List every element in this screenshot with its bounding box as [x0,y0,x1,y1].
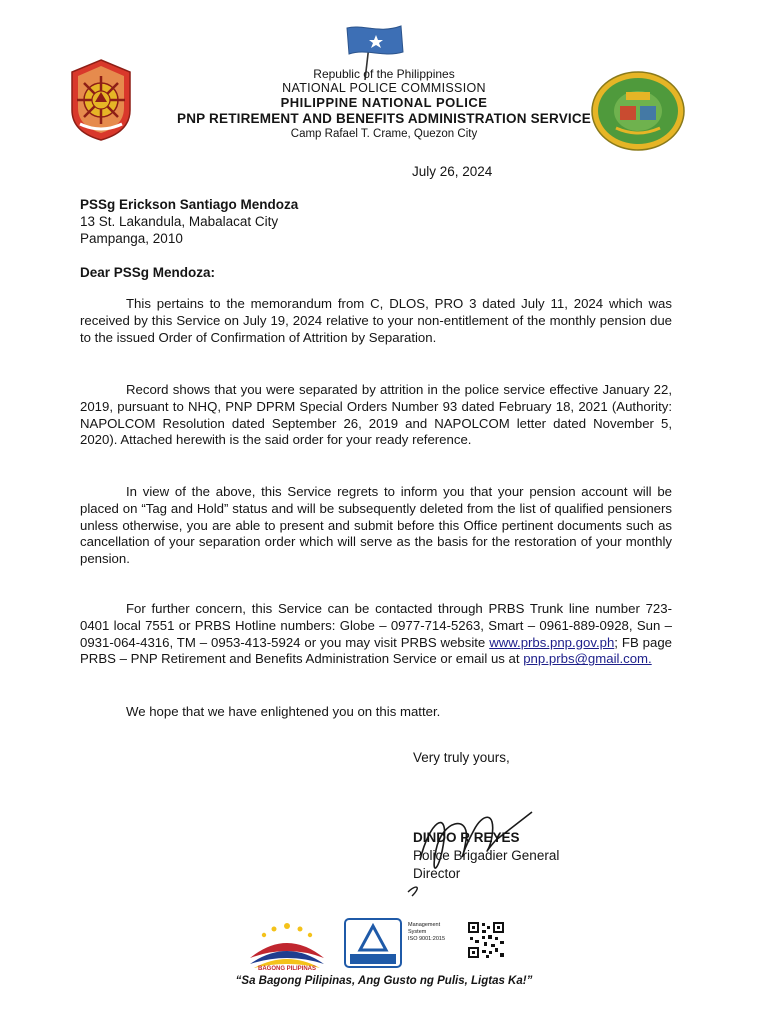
body-paragraph: This pertains to the memorandum from C, DLOS, PRO 3 dated July 11, 2024 which was received by this Service on July 19, 2024 relative to your non-entitlement of the monthly pension due to the issued Order of Confirmation of Attrition by Separation. [80,296,672,345]
signatory-office: Director [413,866,461,881]
commission-heading: NATIONAL POLICE COMMISSION [282,81,486,95]
service-heading: PNP RETIREMENT AND BENEFITS ADMINISTRATION SERVICE [176,111,592,126]
letter-date: July 26, 2024 [412,164,493,179]
qr-code-icon [466,920,506,960]
body-paragraph: We hope that we have enlightened you on this matter. [126,704,441,719]
salutation: Dear PSSg Mendoza: [80,265,216,280]
republic-heading: Republic of the Philippines [313,67,455,81]
office-address: Camp Rafael T. Crame, Quezon City [290,128,478,140]
addressee-name: PSSg Erickson Santiago Mendoza [80,197,299,212]
closing: Very truly yours, [413,750,510,765]
iso-certification-text: Management System ISO 9001:2015 [408,922,446,942]
email-link[interactable]: pnp.prbs@gmail.com. [523,651,652,667]
tuv-certification-icon [344,918,402,968]
addressee-address-line: Pampanga, 2010 [80,231,183,246]
body-paragraph: In view of the above, this Service regrets to inform you that your pension account will be placed on “Tag and Hold” status and will be subsequently deleted from the list of qualified pensioners unless otherwise, you are able to present and submit before this Office pertinent documents such as cancellation of your separation order which will serve as the basis for the restoration of your monthly pension. [80,484,672,567]
body-paragraph: Record shows that you were separated by attrition in the police service effective January 22, 2019, pursuant to NHQ, PNP DPRM Special Orders Number 93 dated February 18, 2021 (Authority: NAPOLCOM Resolution dated September 26, 2019 and NAPOLCOM letter dated November 5, 2020). Attached herewith is the said order for your ready reference. [80,382,672,448]
motto: “Sa Bagong Pilipinas, Ang Gusto ng Pulis, Ligtas Ka!” [235,975,533,987]
signatory-name: DINDO R REYES [413,830,520,845]
signatory-title: Police Brigadier General [413,848,560,863]
contact-text: ; FB page PRBS – PNP Retirement and Benefits Administration Service or email us at [80,634,672,667]
bagong-pilipinas-text: BAGONG PILIPINAS [257,966,316,972]
contact-paragraph [80,601,672,668]
pnp-seal-icon [68,58,134,142]
website-link[interactable]: www.prbs.pnp.gov.ph [489,634,615,650]
contact-text: For further concern, this Service can be contacted through PRBS Trunk line number 723-0401 local 7551 or PRBS Hotline numbers: Globe – 0977-714-5263, Smart – 0961-889-0928, Sun – 0931-064-4316, TM – 0953-413-5924 or you may visit PRBS website [80,601,672,650]
police-heading: PHILIPPINE NATIONAL POLICE [280,95,488,110]
addressee-address-line: 13 St. Lakandula, Mabalacat City [80,214,279,229]
